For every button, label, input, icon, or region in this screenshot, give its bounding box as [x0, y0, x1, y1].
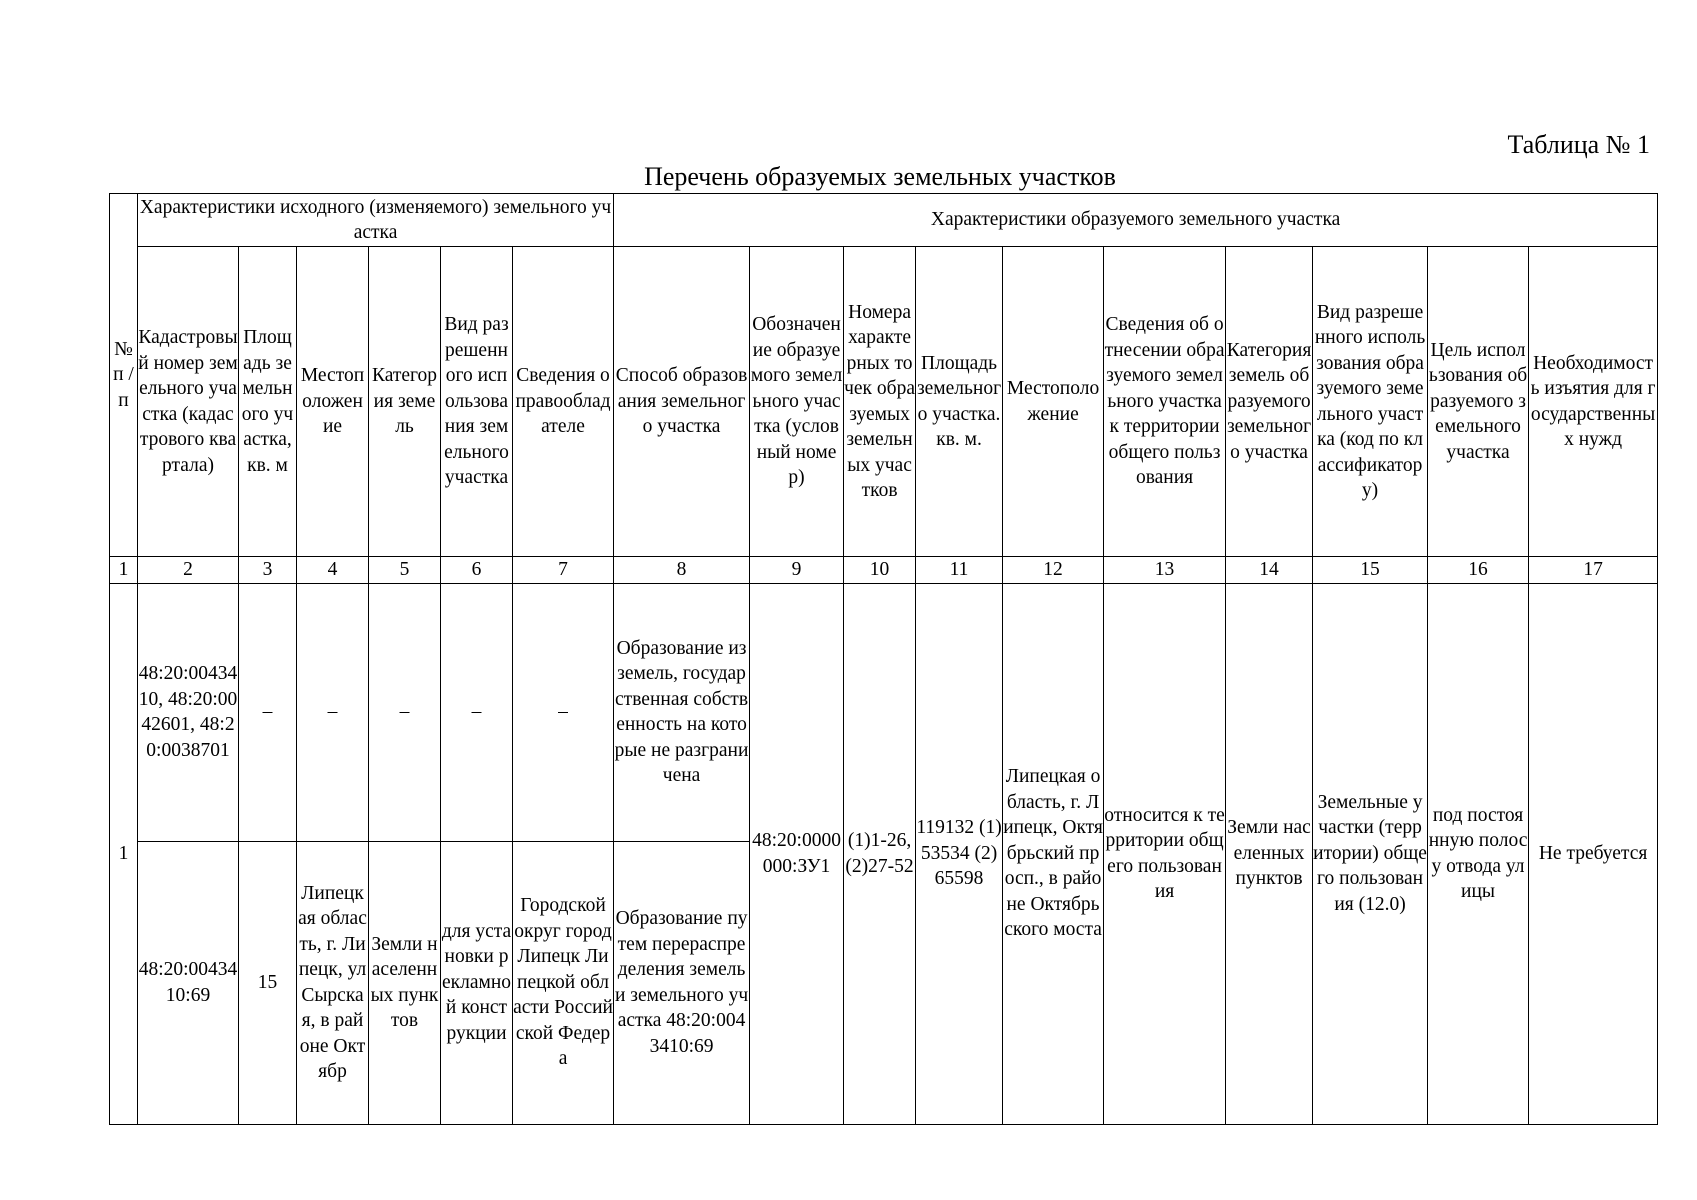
- plot-permitted-use: Земельные участки (территории) общего пользования (12.0): [1313, 583, 1428, 1124]
- column-number-row: [110, 557, 1658, 584]
- source-area: –: [239, 583, 297, 841]
- plot-designation: 48:20:0000000:ЗУ1: [750, 583, 844, 1124]
- col-header-10: Номера характерных точек образуемых земельных участков: [844, 247, 916, 557]
- group-header-formed: Характеристики образуемого земельного участка: [614, 194, 1658, 247]
- col-number: 10: [844, 557, 916, 584]
- col-header-13: Сведения об отнесении образуемого земельного участка к территории общего пользования: [1104, 247, 1226, 557]
- source-area: 15: [239, 841, 297, 1124]
- column-header-row: [110, 247, 1658, 557]
- col-number: 16: [1428, 557, 1529, 584]
- point-numbers: (1)1-26, (2)27-52: [844, 583, 916, 1124]
- source-category: –: [369, 583, 441, 841]
- col-header-14: Категория земель образуемого земельного участка: [1226, 247, 1313, 557]
- col-header-4: Местоположение: [297, 247, 369, 557]
- source-use: для установки рекламной конструкции: [441, 841, 513, 1124]
- col-header-11: Площадь земельного участка. кв. м.: [916, 247, 1003, 557]
- col-header-7: Сведения о правообладателе: [513, 247, 614, 557]
- col-header-6: Вид разрешенного использования земельного участка: [441, 247, 513, 557]
- group-header-source: Характеристики исходного (изменяемого) земельного участка: [138, 194, 614, 247]
- document-title: Перечень образуемых земельных участков: [644, 162, 1116, 191]
- col-number: 5: [369, 557, 441, 584]
- source-use: –: [441, 583, 513, 841]
- group-header-row: [110, 194, 1658, 247]
- plots-table: [109, 193, 1658, 1125]
- table-row: [110, 583, 1658, 841]
- col-header-3: Площадь земельного участка, кв. м: [239, 247, 297, 557]
- source-cadastral-number: 48:20:0043410, 48:20:0042601, 48:20:0038701: [138, 583, 239, 841]
- col-number: 7: [513, 557, 614, 584]
- source-location: Липецкая область, г. Липецк, ул Сырская, в районе Октябр: [297, 841, 369, 1124]
- col-number: 14: [1226, 557, 1313, 584]
- col-header-17: Необходимость изъятия для государственных нужд: [1529, 247, 1658, 557]
- col-header-9: Обозначение образуемого земельного участка (условный номер): [750, 247, 844, 557]
- col-number: 8: [614, 557, 750, 584]
- col-number: 3: [239, 557, 297, 584]
- source-owner: –: [513, 583, 614, 841]
- source-category: Земли населенных пунктов: [369, 841, 441, 1124]
- col-number: 2: [138, 557, 239, 584]
- col-header-1: № п / п: [110, 194, 138, 557]
- col-number: 15: [1313, 557, 1428, 584]
- col-number: 9: [750, 557, 844, 584]
- row-number: 1: [110, 583, 138, 1124]
- col-number: 13: [1104, 557, 1226, 584]
- formation-method: Образование из земель, государственная собственность на которые не разграничена: [614, 583, 750, 841]
- seizure-requirement: Не требуется: [1529, 583, 1658, 1124]
- table-number: Таблица № 1: [1507, 130, 1650, 159]
- col-header-15: Вид разрешенного использования образуемого земельного участка (код по классификатору): [1313, 247, 1428, 557]
- col-number: 11: [916, 557, 1003, 584]
- col-number: 12: [1003, 557, 1104, 584]
- col-header-2: Кадастровый номер земельного участка (кадастрового квартала): [138, 247, 239, 557]
- col-number: 4: [297, 557, 369, 584]
- plot-purpose: под постоянную полосу отвода улицы: [1428, 583, 1529, 1124]
- col-number: 1: [110, 557, 138, 584]
- plot-category: Земли населенных пунктов: [1226, 583, 1313, 1124]
- public-territory-info: относится к территории общего пользования: [1104, 583, 1226, 1124]
- col-number: 17: [1529, 557, 1658, 584]
- col-header-12: Местоположение: [1003, 247, 1104, 557]
- plot-area: 119132 (1)53534 (2)65598: [916, 583, 1003, 1124]
- col-header-5: Категория земель: [369, 247, 441, 557]
- source-location: –: [297, 583, 369, 841]
- source-owner: Городской округ город Липецк Липецкой области Российской Федера: [513, 841, 614, 1124]
- formation-method: Образование путем перераспределения земель и земельного участка 48:20:0043410:69: [614, 841, 750, 1124]
- source-cadastral-number: 48:20:0043410:69: [138, 841, 239, 1124]
- col-header-8: Способ образования земельного участка: [614, 247, 750, 557]
- plot-location: Липецкая область, г. Липецк, Октябрьский просп., в районе Октябрьского моста: [1003, 583, 1104, 1124]
- col-number: 6: [441, 557, 513, 584]
- col-header-16: Цель использования образуемого земельного участка: [1428, 247, 1529, 557]
